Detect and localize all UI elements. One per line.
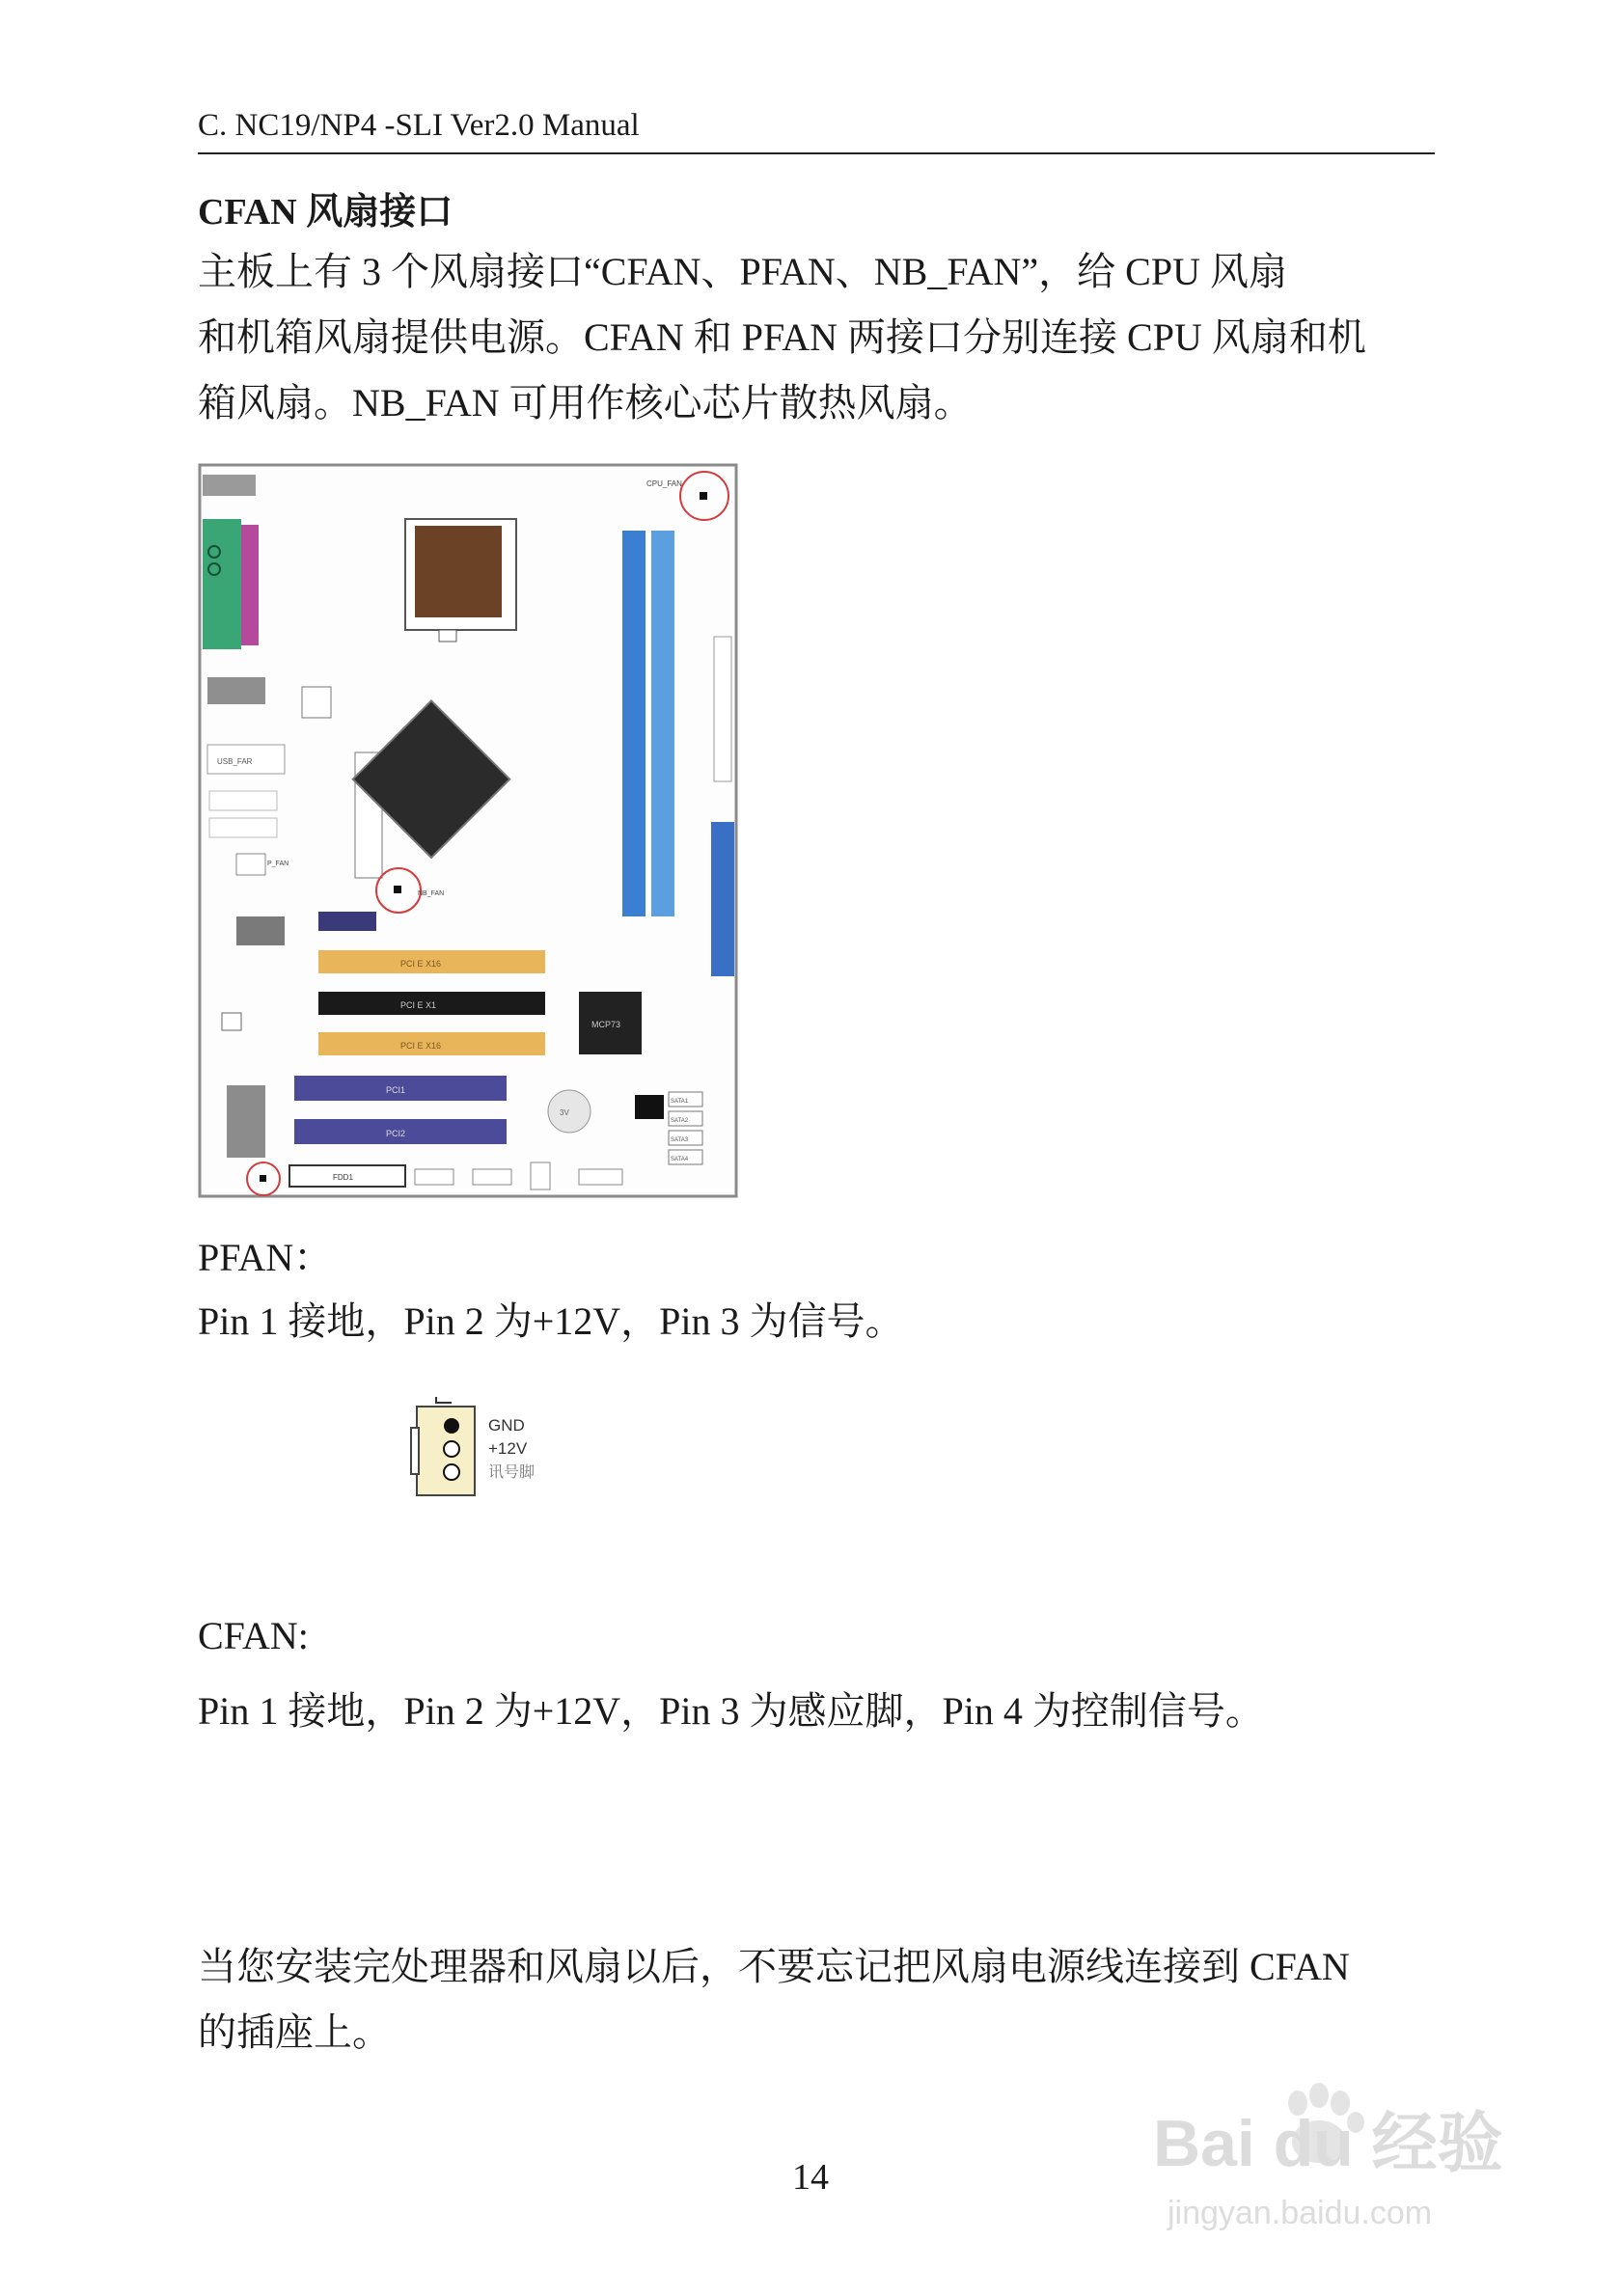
svg-text:FDD1: FDD1 xyxy=(333,1173,353,1182)
motherboard-diagram xyxy=(198,463,738,1198)
cpu-socket xyxy=(415,526,502,617)
intro-line: 和机箱风扇提供电源。CFAN 和 PFAN 两接口分别连接 CPU 风扇和机 xyxy=(198,315,1366,359)
svg-text:SATA1: SATA1 xyxy=(671,1099,689,1105)
lan-chip xyxy=(236,916,285,945)
intro-paragraph xyxy=(198,239,1442,436)
header-rule xyxy=(198,152,1435,154)
svg-text:PCI E X16: PCI E X16 xyxy=(400,1041,442,1051)
install-note xyxy=(198,1934,1442,2065)
svg-text:PCI E X1: PCI E X1 xyxy=(400,1000,437,1010)
section-title: CFAN 风扇接口 xyxy=(198,192,453,232)
atx12v-connector xyxy=(302,687,331,718)
cmos-battery xyxy=(548,1090,591,1133)
watermark-brand: Bai du 经验 xyxy=(1153,2107,1503,2180)
cpu-fan-label: CPU_FAN xyxy=(646,479,682,488)
sata-block xyxy=(711,822,734,976)
dimm-slot-1 xyxy=(622,531,646,916)
note-line: 的插座上。 xyxy=(198,2010,391,2054)
bios-chip xyxy=(635,1095,664,1119)
pcie-small-slot xyxy=(318,912,376,931)
note-line: 当您安装完处理器和风扇以后，不要忘记把风扇电源线连接到 CFAN xyxy=(198,1945,1350,1988)
fan-connector-pinout xyxy=(405,1389,579,1515)
svg-text:3V: 3V xyxy=(560,1108,569,1117)
pin-1 xyxy=(444,1418,459,1434)
svg-text:SATA4: SATA4 xyxy=(671,1157,689,1162)
dimm-slot-2 xyxy=(651,531,674,916)
pin-3 xyxy=(444,1464,459,1480)
intro-line: 箱风扇。NB_FAN 可用作核心芯片散热风扇。 xyxy=(198,381,973,424)
pin-2 xyxy=(444,1441,459,1457)
pfan-label: PFAN： xyxy=(198,1236,333,1279)
usb-label: USB_FAR xyxy=(217,757,253,766)
page-number: 14 xyxy=(792,2157,829,2198)
cfan-description: Pin 1 接地，Pin 2 为+12V，Pin 3 为感应脚，Pin 4 为控制信号。 xyxy=(198,1689,1264,1733)
p-fan-label: P_FAN xyxy=(267,861,289,867)
intro-line: 主板上有 3 个风扇接口“CFAN、PFAN、NB_FAN”，给 CPU 风扇 xyxy=(198,250,1287,293)
watermark-url: jingyan.baidu.com xyxy=(1168,2195,1433,2231)
svg-text:PCI E X16: PCI E X16 xyxy=(400,959,442,969)
svg-text:PCI1: PCI1 xyxy=(386,1085,406,1095)
nb-fan-label: NB_FAN xyxy=(418,890,445,897)
pin-3-label: 讯号脚 xyxy=(488,1464,536,1481)
running-header: C. NC19/NP4 -SLI Ver2.0 Manual xyxy=(198,108,640,143)
svg-text:SATA3: SATA3 xyxy=(671,1137,689,1143)
pfan-description: Pin 1 接地，Pin 2 为+12V，Pin 3 为信号。 xyxy=(198,1299,904,1343)
cfan-label: CFAN: xyxy=(198,1614,309,1657)
pin-1-label: GND xyxy=(488,1416,525,1435)
audio-block xyxy=(227,1085,265,1158)
io-ports-green xyxy=(203,519,241,649)
pin-2-label: +12V xyxy=(488,1439,528,1458)
usb-port-block xyxy=(207,677,265,704)
ide-connector xyxy=(714,637,731,781)
svg-text:SATA2: SATA2 xyxy=(671,1118,689,1124)
io-port-top xyxy=(203,475,256,496)
svg-text:MCP73: MCP73 xyxy=(591,1020,621,1029)
io-port-purple xyxy=(241,525,259,645)
baidu-watermark-logo xyxy=(1153,2064,1539,2257)
svg-text:PCI2: PCI2 xyxy=(386,1129,406,1138)
